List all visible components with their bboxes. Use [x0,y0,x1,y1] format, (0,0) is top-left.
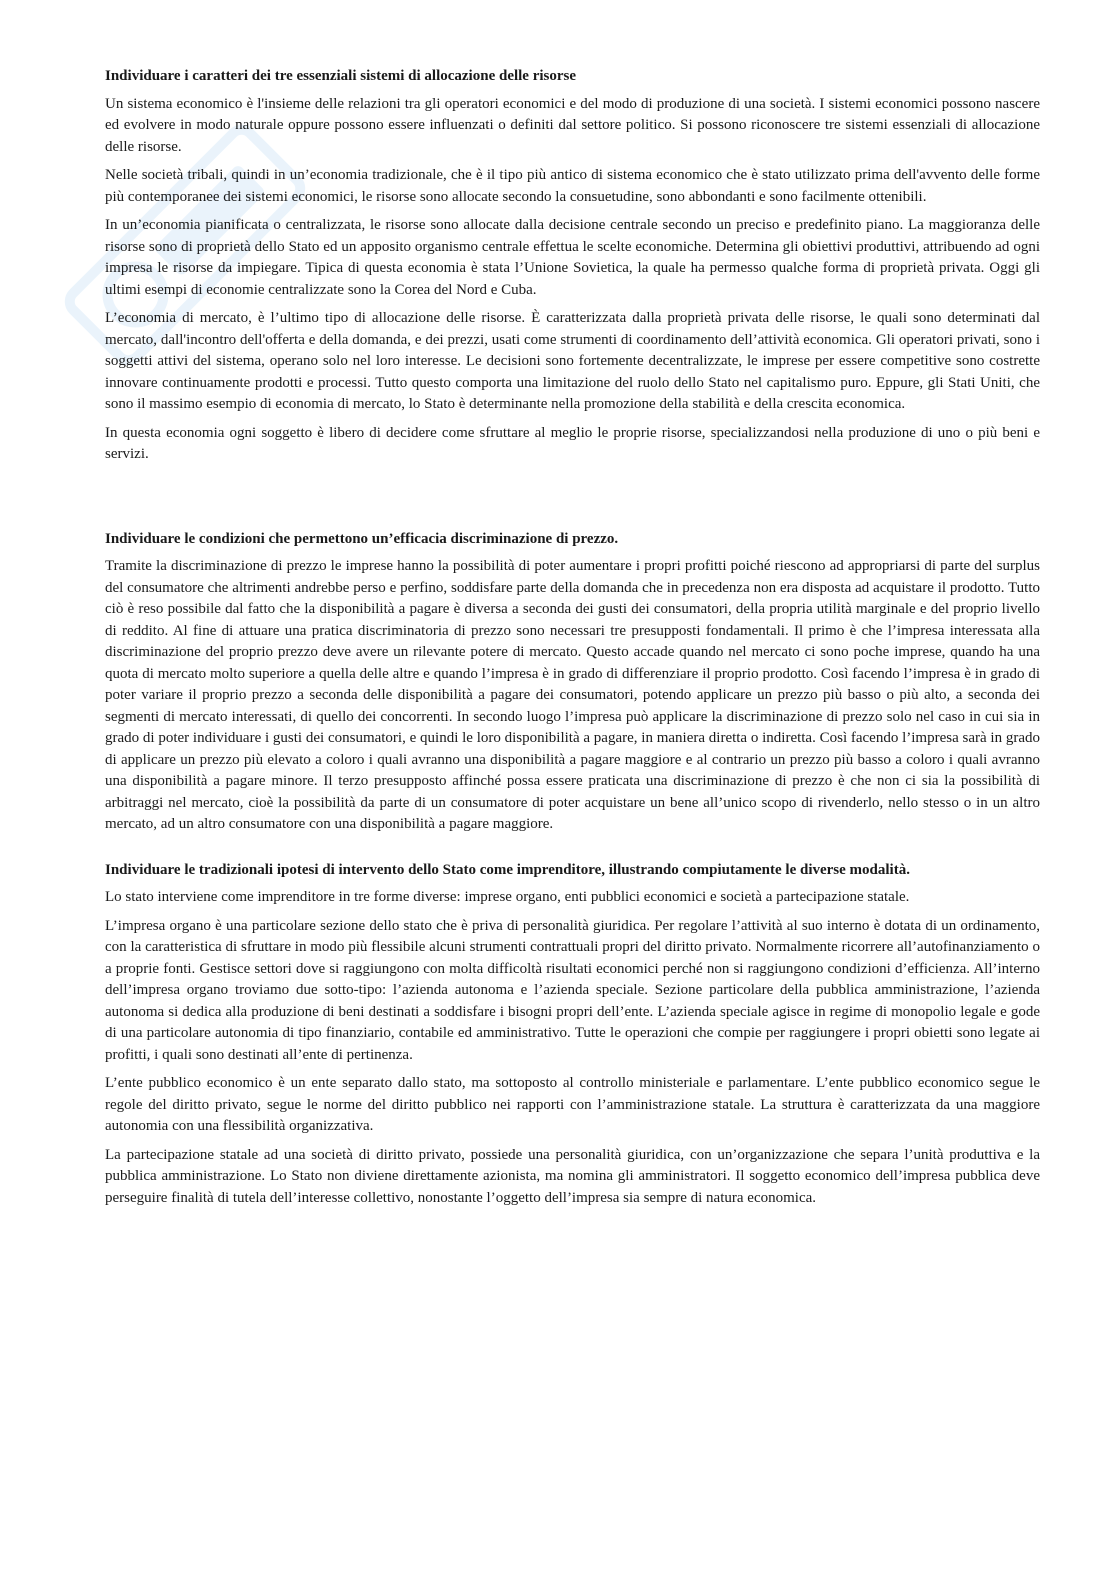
section-state-entrepreneur [105,860,1040,1210]
section-spacer [105,843,1040,860]
paragraph: Nelle società tribali, quindi in un’economia tradizionale, che è il tipo più antico di sistema economico che è stato utilizzato prima dell'avvento delle forme più contemporanee dei sistemi economici, le risorse sono allocate secondo la consuetudine, sono abbondanti e sono facilmente ottenibili. [105,167,1040,205]
paragraph: Un sistema economico è l'insieme delle relazioni tra gli operatori economici e del modo di produzione di una società. I sistemi economici possono nascere ed evolvere in modo naturale oppure possono essere influenzati o definiti dal settore politico. Si possono riconoscere tre sistemi essenziali di allocazione delle risorse. [105,95,1040,155]
paragraph: La partecipazione statale ad una società di diritto privato, possiede una personalità giuridica, con un’organizzazione che separa l’unità produttiva e la pubblica amministrazione. Lo Stato non diviene direttamente azionista, ma nomina gli amministratori. Il soggetto economico dell’impresa pubblica deve perseguire finalità di tutela dell’interesse collettivo, nonostante l’oggetto dell’impresa sia sempre di natura economica. [105,1146,1040,1206]
section-heading: Individuare le condizioni che permettono un’efficacia discriminazione di prezzo. [105,530,619,547]
section-heading: Individuare le tradizionali ipotesi di intervento dello Stato come imprenditore, illustrando compiutamente le diverse modalità. [105,861,910,878]
paragraph: L’impresa organo è una particolare sezione dello stato che è priva di personalità giuridica. Per regolare l’attività al suo interno è dotata di un ordinamento, con la caratteristica di sfruttare in modo più flessibile alcuni strumenti contrattuali propri del diritto privato. Normalmente ricorrere all’autofinanziamento o a proprie fonti. Gestisce settori dove si raggiungono con molta difficoltà risultati economici perché non si raggiungono condizioni d’efficienza. All’interno dell’impresa organo troviamo due sotto-tipo: l’azienda autonoma e l’azienda speciale. Sezione particolare della pubblica amministrazione, l’azienda autonoma si dedica alla produzione di beni destinati a soddisfare i bisogni propri dell’ente. L’azienda speciale agisce in regime di monopolio legale e gode di una particolare autonomia di tipo finanziario, contabile ed amministrativo. Tutte le operazioni che compie per raggiungere i propri obietti sono legate ai profitti, i quali sono destinati all’ente di pertinenza. [105,917,1040,1063]
paragraph: L’economia di mercato, è l’ultimo tipo di allocazione delle risorse. È caratterizzata dalla proprietà privata delle risorse, le quali sono determinati dal mercato, dall'incontro dell'offerta e della domanda, e dei prezzi, usati come strumenti di coordinamento dell’attività economica. Gli operatori privati, sono i soggetti attivi del sistema, operano solo nel loro interesse. Le decisioni sono fortemente decentralizzate, le imprese per essere competitive sono costrette innovare continuamente prodotti e processi. Tutto questo comporta una limitazione del ruolo dello Stato nel capitalismo puro. Eppure, gli Stati Uniti, che sono il massimo esempio di economia di mercato, lo Stato è determinante nella promozione della stabilità e della crescita economica. [105,310,1040,412]
section-price-discrimination [105,529,1040,836]
paragraph: In questa economia ogni soggetto è libero di decidere come sfruttare al meglio le proprie risorse, specializzandosi nella produzione di uno o più beni e servizi. [105,424,1040,462]
paragraph: Tramite la discriminazione di prezzo le imprese hanno la possibilità di poter aumentare i propri profitti poiché riescono ad appropriarsi di parte del surplus del consumatore che altrimenti andrebbe perso e perfino, soddisfare parte della domanda che in precedenza non era disposta ad acquistare il prodotto. Tutto ciò è reso possibile dal fatto che la disponibilità a pagare è diversa a seconda dei gusti dei consumatori, della propria utilità marginale e del proprio livello di reddito. Al fine di attuare una pratica discriminatoria di prezzo sono necessari tre presupposti fondamentali. Il primo è che l’impresa interessata alla discriminazione del proprio prezzo deve avere un rilevante potere di mercato. Questo accade quando nel mercato ci sono poche imprese, quando ha una quota di mercato molto superiore a quella delle altre e quando l’impresa è in grado di differenziare il proprio prodotto. Così facendo l’impresa è in grado di poter variare il proprio prezzo a seconda delle disponibilità a pagare dei consumatori, potendo applicare un prezzo più basso o più alto, a seconda dei segmenti di mercato interessati, di quello dei concorrenti. In secondo luogo l’impresa può applicare la discriminazione di prezzo solo nel caso in cui sia in grado di poter individuare i gusti dei consumatori, e quindi le loro disponibilità a pagare, in maniera diretta o indiretta. Così facendo l’impresa sarà in grado di applicare un prezzo più elevato a coloro i quali avranno una disponibilità a pagare maggiore e al contrario un prezzo più basso a coloro i quali avranno una disponibilità a pagare minore. Il terzo presupposto affinché possa essere praticata una discriminazione di prezzo è che non ci sia la possibilità di arbitraggi nel mercato, cioè la possibilità da parte di un consumatore di poter acquistare un bene all’unico scopo di rivenderlo, nello stesso o in un altro mercato, ad un altro consumatore con una disponibilità a pagare maggiore. [105,558,1040,832]
section-allocation-systems [105,66,1040,466]
paragraph: In un’economia pianificata o centralizzata, le risorse sono allocate dalla decisione centrale secondo un preciso e predefinito piano. La maggioranza delle risorse sono di proprietà dello Stato ed un apposito organismo centrale effettua le scelte economiche. Determina gli obiettivi produttivi, attribuendo ad ogni impresa le risorse da impiegare. Tipica di questa economia è stata l’Unione Sovietica, la quale ha permesso qualche forma di proprietà privata. Oggi gli ultimi esempi di economie centralizzate sono la Corea del Nord e Cuba. [105,217,1040,298]
paragraph: Lo stato interviene come imprenditore in tre forme diverse: imprese organo, enti pubblici economici e società a partecipazione statale. [105,889,910,905]
document-page [105,66,1040,1216]
paragraph: L’ente pubblico economico è un ente separato dallo stato, ma sottoposto al controllo ministeriale e parlamentare. L’ente pubblico economico segue le regole del diritto privato, segue le norme del diritto pubblico nei rapporti con l’amministrazione statale. La struttura è caratterizzata da una maggiore autonomia con una flessibilità organizzativa. [105,1075,1040,1134]
section-spacer [105,473,1040,529]
section-heading: Individuare i caratteri dei tre essenziali sistemi di allocazione delle risorse [105,68,577,84]
